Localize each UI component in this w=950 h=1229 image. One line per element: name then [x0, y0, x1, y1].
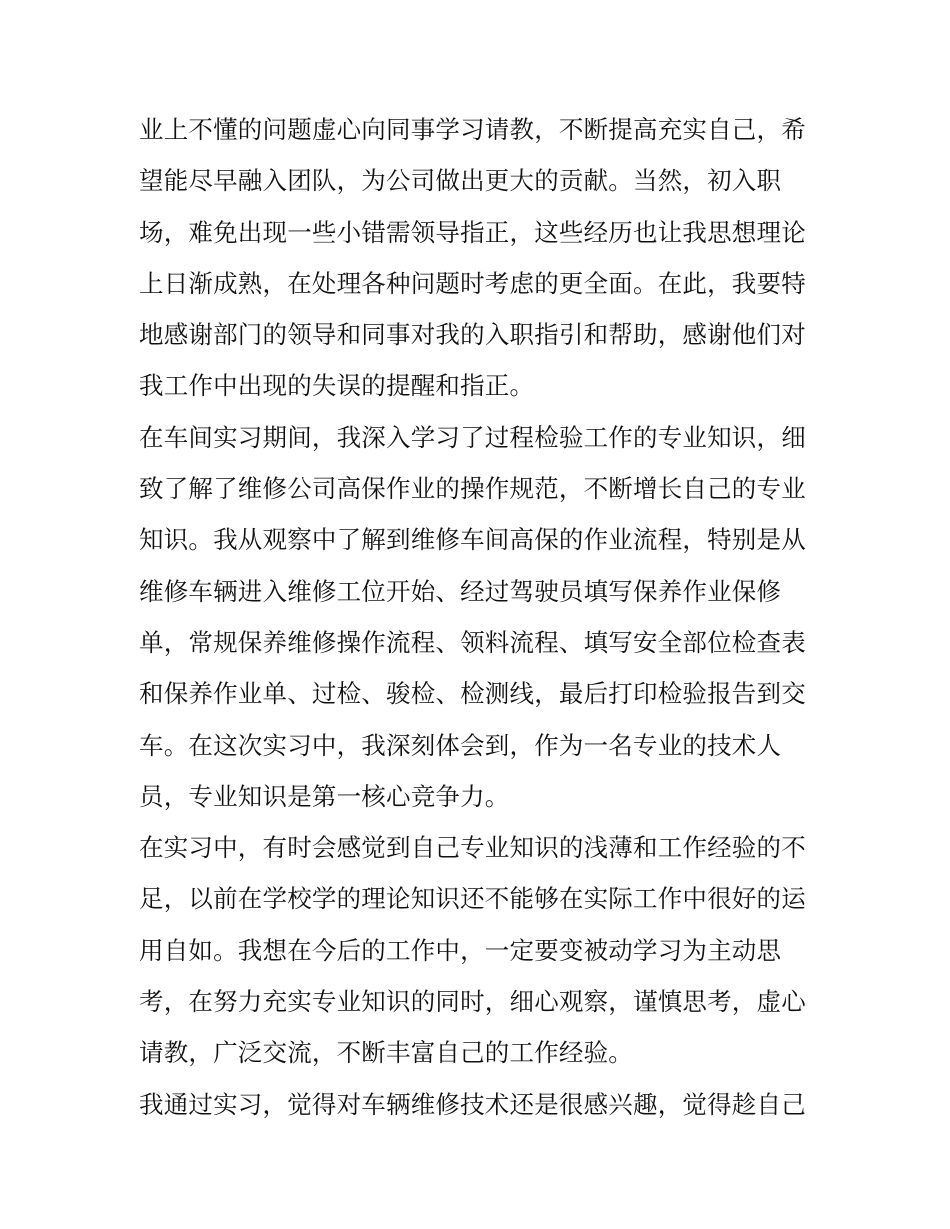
text-line: 员，专业知识是第一核心竞争力。: [139, 781, 510, 811]
text-line: 望能尽早融入团队，为公司做出更大的贡献。当然，初入职: [139, 166, 782, 196]
text-line: 请教，广泛交流，不断丰富自己的工作经验。: [139, 1038, 633, 1068]
text-line: 用自如。我想在今后的工作中，一定要变被动学习为主动思: [139, 935, 782, 965]
text-line: 业上不懂的问题虚心向同事学习请教，不断提高充实自己，希: [139, 115, 806, 144]
text-line: 车。在这次实习中，我深刻体会到，作为一名专业的技术人: [139, 730, 782, 760]
text-line: 足，以前在学校学的理论知识还不能够在实际工作中很好的运: [139, 884, 806, 914]
text-line: 和保养作业单、过检、骏检、检测线，最后打印检验报告到交: [139, 679, 806, 709]
text-line: 场，难免出现一些小错需领导指正，这些经历也让我思想理论: [139, 217, 806, 247]
text-line: 单，常规保养维修操作流程、领料流程、填写安全部位检查表: [139, 627, 806, 657]
text-line: 在车间实习期间，我深入学习了过程检验工作的专业知识，细: [139, 422, 806, 452]
text-line: 上日渐成熟，在处理各种问题时考虑的更全面。在此，我要特: [139, 268, 806, 298]
text-line: 维修车辆进入维修工位开始、经过驾驶员填写保养作业保修: [139, 576, 782, 606]
text-line: 考，在努力充实专业知识的同时，细心观察，谨慎思考，虚心: [139, 987, 806, 1017]
text-line: 我通过实习，觉得对车辆维修技术还是很感兴趣，觉得趁自己: [139, 1089, 806, 1119]
text-line: 我工作中出现的失误的提醒和指正。: [139, 371, 535, 401]
text-line: 地感谢部门的领导和同事对我的入职指引和帮助，感谢他们对: [139, 320, 806, 350]
text-line: 在实习中，有时会感觉到自己专业知识的浅薄和工作经验的不: [139, 833, 806, 863]
text-line: 致了解了维修公司高保作业的操作规范，不断增长自己的专业: [139, 474, 806, 504]
document-body: [139, 104, 815, 1130]
text-line: 知识。我从观察中了解到维修车间高保的作业流程，特别是从: [139, 525, 806, 555]
